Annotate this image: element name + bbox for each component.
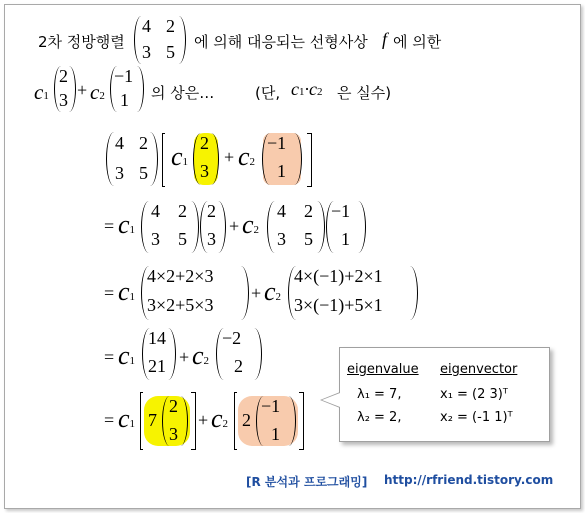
matrix-A [141, 201, 199, 253]
eigenvalue-1: 7 [148, 410, 157, 430]
coef-c1: c1 [118, 277, 136, 306]
coef-c2: c2 [192, 341, 210, 370]
vector-cell: 3 [169, 424, 178, 444]
coef-c1: c1 [34, 80, 49, 104]
coef-c1: c1 [118, 210, 136, 239]
blog-name: [R 분석과 프로그래밍] [246, 475, 368, 489]
coef-c1: c1 [118, 404, 136, 433]
vector-cell: 4×2+2×3 [147, 266, 214, 286]
vector-cell: 1 [271, 424, 280, 444]
matrix-cell: 3 [151, 229, 160, 249]
plus-sign: + [251, 283, 262, 303]
coef-c2: c2 [264, 277, 282, 306]
equals-sign: = [104, 347, 115, 367]
vector-cell: 3×2+5×3 [147, 295, 214, 315]
intro-text-1: 2차 정방행렬 [38, 33, 125, 51]
coef-c2: c2 [211, 404, 229, 433]
vector-cell: −1 [261, 396, 281, 416]
vector-cell: −2 [222, 328, 242, 348]
coef-c1: c1 [118, 341, 136, 370]
matrix-cell: 4 [277, 201, 286, 221]
matrix-cell: 2 [178, 201, 187, 221]
map-symbol: f [382, 29, 388, 49]
vector-cell: 2 [59, 66, 68, 86]
vector-cell: 2 [169, 396, 178, 416]
matrix-cell: 2 [166, 16, 175, 36]
vector-cell: −1 [114, 66, 134, 86]
vector-cell: 2 [207, 201, 216, 221]
matrix-cell: 3 [277, 229, 286, 249]
matrix-cell: 3 [115, 163, 124, 183]
eigen-callout [339, 347, 550, 442]
coef-c2: c2 [238, 142, 256, 171]
intro-text-4: 의 상은… [151, 84, 215, 102]
note-coefs: c1·c2 [291, 79, 323, 99]
callout-pointer-fill [322, 393, 340, 407]
matrix-cell: 5 [139, 163, 148, 183]
matrix-cell: 3 [142, 42, 151, 62]
coef-c2: c2 [90, 80, 105, 104]
vector-cell: 1 [277, 161, 286, 181]
matrix-cell: 2 [304, 201, 313, 221]
note-open: (단, [255, 84, 281, 102]
matrix-cell: 5 [178, 229, 187, 249]
equals-sign: = [104, 216, 115, 236]
vector-cell: 1 [120, 90, 129, 110]
vector-cell: 3 [207, 229, 216, 249]
eigenvalue-row-1: λ₁ = 7, [357, 387, 402, 402]
vector-cell: 21 [148, 356, 166, 376]
header-eigenvector: eigenvector [440, 362, 518, 377]
equals-sign: = [104, 410, 115, 430]
header-eigenvalue: eigenvalue [347, 362, 419, 377]
matrix-cell: 4 [151, 201, 160, 221]
plus-sign: + [229, 216, 240, 236]
eigenvalue-row-2: λ₂ = 2, [357, 410, 402, 425]
matrix-A [267, 201, 325, 253]
coef-c1: c1 [171, 142, 189, 171]
plus-sign: + [198, 410, 209, 430]
eigenvector-row-2: x₂ = (-1 1)ᵀ [440, 410, 513, 425]
vector-cell: 2 [200, 133, 209, 153]
matrix-cell: 4 [142, 16, 151, 36]
matrix-cell: 5 [304, 229, 313, 249]
intro-text-3: 에 의한 [393, 33, 442, 51]
matrix-cell: 4 [115, 133, 124, 153]
vector-cell: 1 [341, 229, 350, 249]
equals-sign: = [104, 283, 115, 303]
blog-url[interactable]: http://rfriend.tistory.com [384, 473, 554, 487]
vector-cell: 4×(−1)+2×1 [294, 266, 383, 286]
plus-sign: + [77, 80, 88, 100]
matrix-cell: 2 [139, 133, 148, 153]
plus-sign: + [224, 147, 235, 167]
vector-cell: 3 [59, 90, 68, 110]
vector-cell: 3×(−1)+5×1 [294, 295, 383, 315]
eigenvalue-2: 2 [242, 410, 251, 430]
matrix-A-step1 [106, 132, 158, 186]
matrix-cell: 5 [166, 42, 175, 62]
note-close: 은 실수) [337, 84, 392, 102]
plus-sign: + [179, 347, 190, 367]
vector-cell: 2 [234, 356, 243, 376]
vector-cell: 3 [200, 161, 209, 181]
vector-cell: 14 [148, 328, 166, 348]
coef-c2: c2 [242, 210, 260, 239]
eigenvector-row-1: x₁ = (2 3)ᵀ [440, 387, 508, 402]
vector-cell: −1 [331, 201, 351, 221]
vector-cell: −1 [267, 133, 287, 153]
intro-text-2: 에 의해 대응되는 선형사상 [194, 33, 368, 51]
